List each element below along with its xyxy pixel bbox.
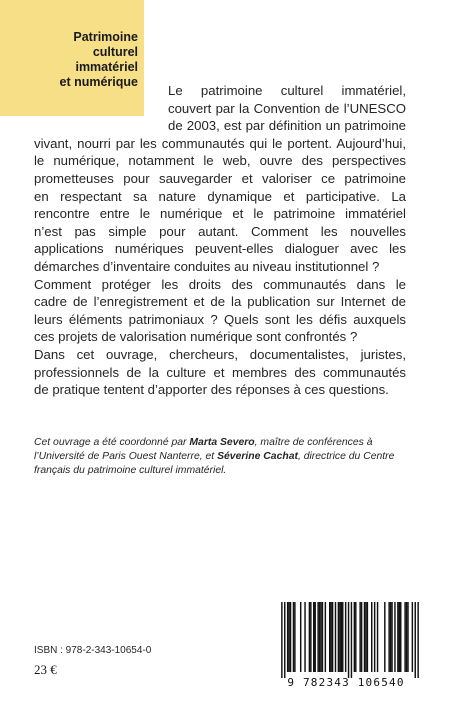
barcode-bar [371,602,372,672]
barcode-bar [367,602,368,672]
barcode-bar [329,602,330,672]
barcode-bar [319,602,320,672]
barcode-bar [404,602,405,672]
barcode-bar [309,602,310,672]
barcode-bar [338,602,339,672]
barcode-bar [406,602,407,672]
barcode-bar [384,602,385,672]
barcode-digits: 9 782343 106540 [287,676,405,689]
blurb-line: de 2003, est par définition un patrimoine [168,118,406,134]
barcode-bar [345,602,346,672]
barcode-bar [281,602,282,678]
barcode-bar [300,602,301,672]
barcode-bars [272,598,420,678]
cover-title-line: culturel [92,45,138,59]
price-label: 23 € [34,662,57,677]
barcode-bar [348,602,349,678]
barcode-bar [294,602,295,672]
blurb-line: Dans cet ouvrage, chercheurs, documentalistes, juristes, [34,346,406,362]
blurb-line: le numérique, notamment le web, ouvre des perspectives [34,153,406,169]
back-cover-blurb [34,82,406,399]
barcode-bar [330,602,331,672]
blurb-line: de pratique tentent d’apporter des réponses à ces questions. [34,382,389,398]
credit-line: français du patrimoine culturel immatériel. [34,465,227,476]
barcode-bar [332,602,333,672]
blurb-line: rencontre entre le numérique et le patrimoine immatériel [34,206,406,222]
barcode-bar [341,602,342,672]
blurb-line: ces projets de valorisation numérique sont confrontés ? [34,329,358,345]
blurb-line: professionnels de la culture et membres des communautés [34,364,406,380]
blurb-line: leurs éléments patrimoniaux ? Quels sont les défis auxquels [34,311,406,327]
isbn-label: ISBN : 978-2-343-10654-0 [34,645,152,656]
barcode-bar [288,602,289,672]
cover-title-line: immatériel [75,60,138,74]
credit-line [34,450,412,464]
barcode-bar [365,602,366,672]
blurb-line: Le patrimoine culturel immatériel, [168,83,406,98]
cover-title-line: Patrimoine [73,30,138,44]
blurb-line: cadre de l’enregistrement et de la publication sur Internet de [34,294,406,310]
barcode-bar [355,602,356,672]
barcode-bar [391,602,392,672]
barcode-bar [359,602,360,672]
blurb-line: démarches d’inventaire conduites au niveau institutionnel ? [34,258,380,274]
barcode-bar [293,602,294,672]
barcode-bar [374,602,375,672]
blurb-line: vivant, nourri par les communautés qui le portent. Aujourd’hui, [34,135,406,151]
cover-title [10,30,138,90]
credit-text: , directrice du Centre [297,451,395,462]
blurb-line: applications numériques peuvent-elles dialoguer avec les [34,241,406,257]
barcode-bar [394,602,395,672]
barcode-bar [317,602,318,672]
credit-text: Cet ouvrage a été coordonné par [34,437,190,448]
blurb-line: n’est pas simple pour autant. Comment les nouvelles [34,223,406,239]
barcode-bar [417,602,418,678]
barcode-bar [364,602,365,672]
credit-text: , maître de conférences à [254,437,373,448]
barcode-bar [351,602,352,678]
barcode-bar [354,602,355,672]
barcode-bar [342,602,343,672]
blurb-line: Comment protéger les droits des communautés dans le [34,276,406,292]
barcode-bar [415,602,416,678]
barcode [272,598,420,690]
barcode-bar [320,602,321,672]
barcode-bar [304,602,305,672]
barcode-bar [287,602,288,672]
blurb-line: couvert par la Convention de l’UNESCO [168,100,406,116]
blurb-line: en respectant sa nature dynamique et participative. La [34,188,406,204]
barcode-bar [399,602,400,672]
barcode-bar [407,602,408,672]
barcode-bar [335,602,336,672]
barcode-bar [322,602,323,672]
editor-name: Marta Severo [189,437,255,448]
barcode-bar [284,602,285,678]
cover-title-line: et numérique [59,75,138,89]
barcode-bar [314,602,315,672]
barcode-bar [290,602,291,672]
barcode-bar [377,602,378,672]
barcode-bar [325,602,326,672]
barcode-bar [361,602,362,672]
credit-line [34,436,412,450]
barcode-bar [412,602,413,672]
credit-text: l’Université de Paris Ouest Nanterre, et [34,451,218,462]
barcode-bar [310,602,311,672]
blurb-line: prometteuses pour sauvegarder et valoriser ce patrimoine [34,170,406,186]
barcode-bar [313,602,314,672]
barcode-bar [400,602,401,672]
barcode-bar [339,602,340,672]
barcode-bar [388,602,389,672]
editors-credit [34,436,412,478]
barcode-bar [397,602,398,672]
barcode-bar [390,602,391,672]
editor-name: Séverine Cachat [217,451,298,462]
